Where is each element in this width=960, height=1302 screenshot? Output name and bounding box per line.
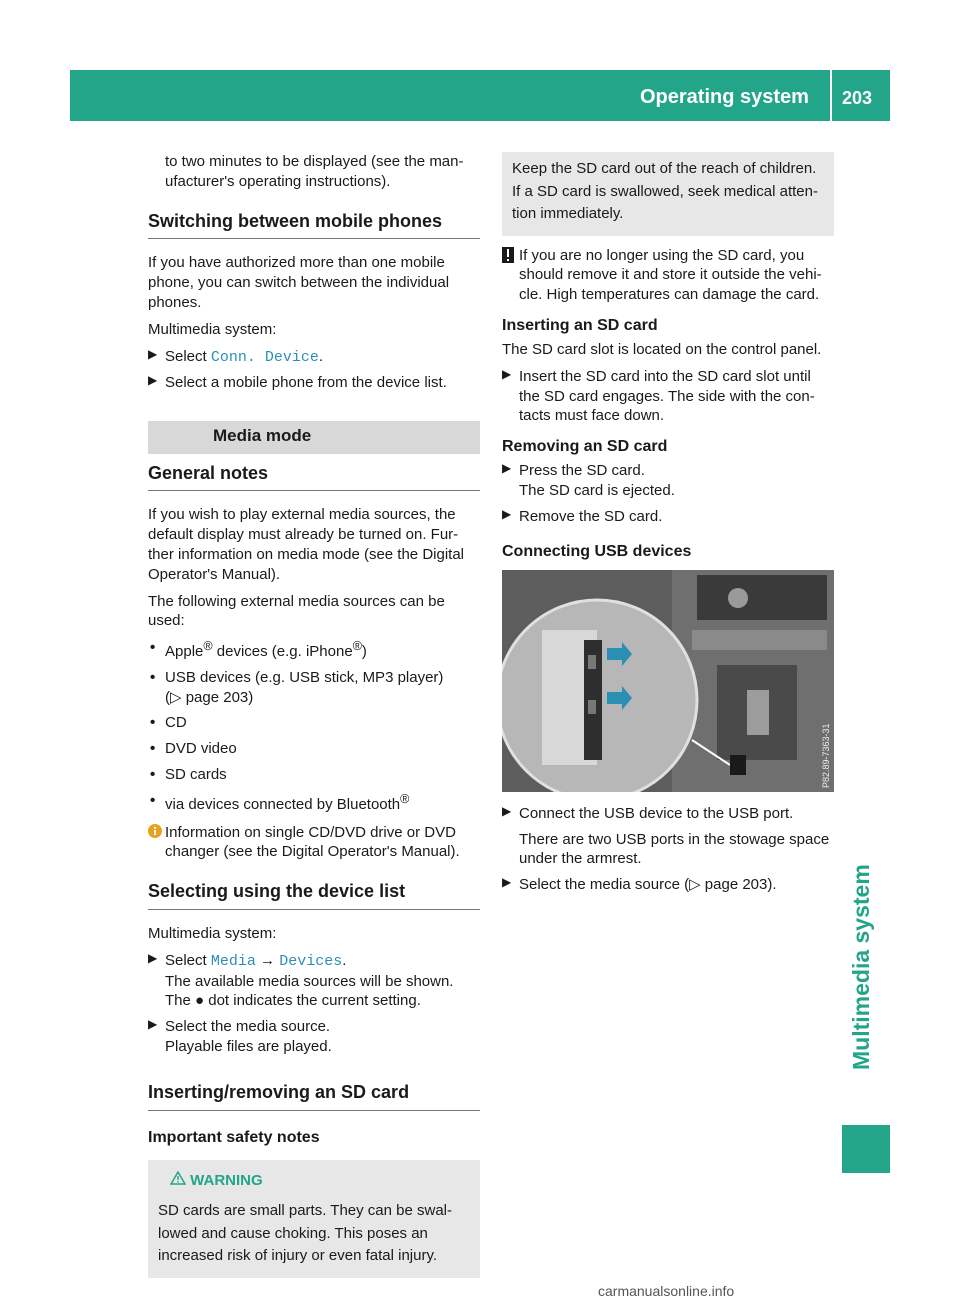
heading-safety: Important safety notes	[148, 1128, 320, 1146]
menu-devices: Devices	[279, 952, 343, 970]
step-select-source: ▶ Select the media source. Playable files are played.	[148, 1017, 332, 1055]
list-item: • USB devices (e.g. USB stick, MP3 player) (▷ page 203)	[150, 668, 444, 706]
step-remove-card: ▶ Remove the SD card.	[502, 506, 663, 525]
step-press-card: ▶ Press the SD card. The SD card is ejected.	[502, 461, 675, 500]
step-select-media: ▶ Select Media → Devices. The available media sources will be shown. The ● dot indicates the current setting.	[148, 950, 454, 1010]
page-number: 203	[842, 88, 873, 108]
warning-heading: WARNING	[158, 1170, 470, 1193]
switch-paragraph: If you have authorized more than one mobile phone, you can switch between the individual phones.	[148, 254, 450, 311]
heading-switching: Switching between mobile phones	[148, 210, 480, 240]
notice-note: If you are no longer using the SD card, you should remove it and store it outside the vehi-cle. High temperatures can damage the card.	[502, 246, 834, 305]
heading-removing: Removing an SD card	[502, 438, 668, 456]
step-insert-card: ▶ Insert the SD card into the SD card slot until the SD card engages. The side with the con-tacts must face down.	[502, 366, 815, 425]
left-column	[148, 152, 480, 1278]
step-arrow-icon: ▶	[148, 373, 158, 388]
step-arrow-icon: ▶	[502, 506, 512, 521]
intro-text: to two minutes to be displayed (see the man-ufacturer's operating instructions).	[165, 153, 464, 190]
list-item: • DVD video	[150, 740, 237, 758]
list-item: • Apple® devices (e.g. iPhone®)	[150, 639, 367, 661]
heading-inserting-removing: Inserting/removing an SD card	[148, 1081, 480, 1111]
warning-continued-text: Keep the SD card out of the reach of children. If a SD card is swallowed, seek medical atten-tion immediately.	[512, 160, 818, 222]
step-select-phone: ▶ Select a mobile phone from the device list.	[148, 373, 447, 392]
step-arrow-icon: ▶	[148, 346, 158, 361]
list-item: • CD	[150, 714, 187, 732]
warning-text: SD cards are small parts. They can be swal-lowed and cause choking. This poses an increased risk of injury or even fatal injury.	[158, 1202, 453, 1265]
info-icon	[148, 824, 162, 844]
exclamation-icon	[502, 247, 514, 269]
side-tab-label: Multimedia system	[848, 864, 874, 1070]
menu-media: Media	[210, 952, 256, 970]
step-arrow-icon: ▶	[502, 366, 512, 381]
right-column	[502, 152, 834, 901]
step-select-source: ▶ Select the media source (▷ page 203).	[502, 875, 777, 894]
menu-conn-device: Conn. Device	[210, 348, 319, 366]
inserting-paragraph: The SD card slot is located on the control panel.	[502, 341, 822, 358]
info-note: Information on single CD/DVD drive or DVD changer (see the Digital Operator's Manual).	[148, 823, 480, 863]
multimedia-label: Multimedia system:	[148, 925, 277, 943]
header-divider	[830, 70, 832, 121]
multimedia-label: Multimedia system:	[148, 320, 277, 338]
heading-general-notes: General notes	[148, 462, 480, 492]
step-arrow-icon: ▶	[502, 803, 512, 818]
warning-box-continued	[502, 152, 834, 236]
step-arrow-icon: ▶	[502, 461, 512, 476]
warning-box	[148, 1160, 480, 1278]
watermark: carmanualsonline.info	[598, 1283, 735, 1299]
heading-usb: Connecting USB devices	[502, 542, 692, 560]
warning-icon	[170, 1172, 190, 1189]
following-paragraph: The following external media sources can be used:	[148, 592, 445, 630]
usb-ports-photo	[502, 570, 834, 792]
step-arrow-icon: ▶	[148, 1017, 158, 1032]
photo-code: P82.89-7363-31	[821, 723, 831, 788]
section-title: Operating system	[640, 86, 809, 108]
general-paragraph: If you wish to play external media sources, the default display must already be turned on. Fur-ther information on media mode (see the Digital Operator's Manual).	[148, 506, 464, 583]
side-tab-block	[842, 1125, 890, 1173]
step-arrow-icon: ▶	[502, 875, 512, 890]
list-item: • SD cards	[150, 766, 227, 784]
step-select-conn: ▶ Select Conn. Device.	[148, 346, 324, 366]
step-connect-usb: ▶ Connect the USB device to the USB port. There are two USB ports in the stowage space under the armrest.	[502, 803, 830, 868]
heading-inserting: Inserting an SD card	[502, 316, 658, 334]
heading-device-list: Selecting using the device list	[148, 880, 480, 910]
side-tab	[842, 770, 892, 1070]
list-item: • via devices connected by Bluetooth®	[150, 791, 410, 813]
media-mode-banner: Media mode	[148, 421, 480, 453]
step-arrow-icon: ▶	[148, 950, 158, 965]
